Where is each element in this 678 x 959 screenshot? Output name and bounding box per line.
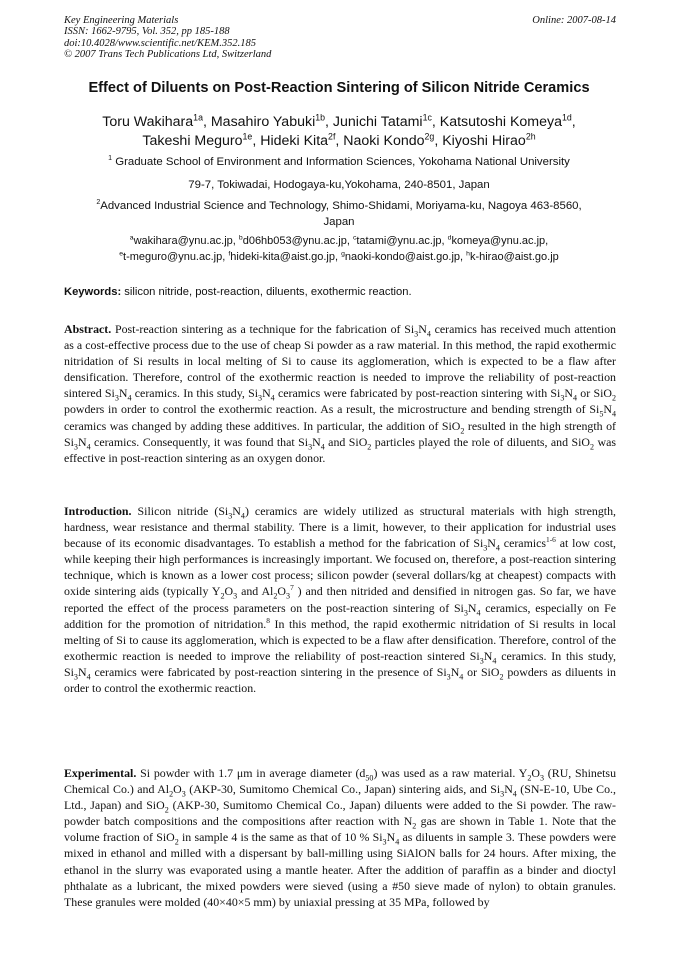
introduction-body: Silicon nitride $(Si_3N_4)$ ceramics are widely utilized as structural materials with high strength, hardness, wear resistance and thermal stability. There is a limit, however, to their application for industrial uses because of its economic disadvantages. To establish a method for the fabrication of $Si_3N_4$ ceramics$^{1-6}$ at low cost, while keeping their high performances is increasingly important. We focused on, therefore, a post-reaction sintering technique, which is known as a lower cost process; silicon powder (several dollars/kg at cheapest) compacts with oxide sintering aids (typically $Y_2O_3$ and $Al_2O_3^7$ ) and then nitrided and densified in nitrogen gas. So far, we have reported the effect of the process parameters on the post-reaction sintering of $Si_3N_4$ ceramics, especially on Fe addition for the promotion of nitridation.$^8$ In this method, the rapid exothermic nitridation of Si results in local melting of Si to cause its agglomeration, which is expected to be a flaw after densification. Therefore, control of the exothermic reaction is needed to improve the reliability of post-reaction sintered $Si_3N_4$ ceramics. In this study, $Si_3N_4$ ceramics were fabricated by post-reaction sintering in the presence of $Si_3N_4$ or SiO$_2$ powders as diluents in order to control the exothermic reaction. <box>64 504 617 696</box>
author: Takeshi Meguro$^{1e}$, <box>142 131 261 149</box>
author: Hideki Kita$^{2f}$, <box>260 131 344 149</box>
experimental-body: Si powder with 1.7 μm in average diameter $(d_{50})$ was used as a raw material. $Y_2O_3$ (RU, Shinetsu Chemical Co.) and $Al_2O_3$ (AKP-30, Sumitomo Chemical Co., Japan) sintering aids, and $Si_3N_4$ (SN-E-10, Ube Co., Ltd., Japan) and SiO$_2$ (AKP-30, Sumitomo Chemical Co., Japan) diluents were added to the Si powder. The raw-powder batch compositions and the compositions after reaction with $N_2$ gas are shown in Table 1. Note that the volume fraction of SiO$_2$ in sample 4 is the same as that of 10 % $Si_3N_4$ as diluents in sample 3. These powders were mixed in ethanol and milled with a dispersant by ball-milling using SiAlON balls for 24 hours. After mixing, the ethanol in the slurry was evaporated using a mantle heater. After the addition of paraffin as a binder and dioctyl phthalate as a lubricant, the mixed powders were sieved (using a #50 sieve made of nylon) to obtain granules. These granules were molded (40×40×5 mm) by uniaxial pressing at 35 MPa, followed by <box>64 766 617 909</box>
author: Junichi Tatami$^{1c}$, <box>332 112 440 130</box>
experimental-paragraph <box>64 765 616 910</box>
author: Masahiro Yabuki$^{1b}$, <box>210 112 333 130</box>
introduction-paragraph <box>64 503 616 696</box>
email-link[interactable]: $^c$tatami@ynu.ac.jp <box>352 234 442 247</box>
keywords-text: silicon nitride, post-reaction, diluents, exothermic reaction. <box>121 286 412 298</box>
journal-name: Key Engineering Materials <box>64 15 179 26</box>
experimental-heading: Experimental. <box>64 766 137 780</box>
email-link[interactable]: $^e$t-meguro@ynu.ac.jp <box>119 250 223 263</box>
doi-line[interactable]: doi:10.4028/www.scientific.net/KEM.352.185 <box>64 37 256 49</box>
email-link[interactable]: $^f$hideki-kita@aist.go.jp <box>228 250 335 263</box>
paper-title: Effect of Diluents on Post-Reaction Sintering of Silicon Nitride Ceramics <box>88 80 590 96</box>
journal-header <box>64 15 616 61</box>
author-list <box>40 113 638 151</box>
affiliation-2: $^2$Advanced Industrial Science and Technology, Shimo-Shidami, Moriyama-ku, Nagoya 463-8560, Japan <box>96 199 582 228</box>
issn-line: ISSN: 1662-9795, Vol. 352, pp 185-188 <box>64 26 230 38</box>
abstract-paragraph <box>64 321 616 466</box>
email-list: $^a$wakihara@ynu.ac.jp, $^b$d06hb053@ynu.ac.jp, $^c$tatami@ynu.ac.jp, $^d$komeya@ynu.ac.jp, $^e$t-meguro@ynu.ac.jp, $^f$hideki-kita@aist.go.jp, $^g$naoki-kondo@aist.go.jp, $^h$k-hirao@aist.go.jp <box>119 234 559 263</box>
email-link[interactable]: $^a$wakihara@ynu.ac.jp <box>129 234 233 247</box>
abstract-heading: Abstract. <box>64 322 112 336</box>
author: Naoki Kondo$^{2g}$, <box>343 131 443 149</box>
copyright-line: © 2007 Trans Tech Publications Ltd, Switzerland <box>64 49 272 61</box>
affiliation-1-address: 79-7, Tokiwadai, Hodogaya-ku,Yokohama, 240-8501, Japan <box>188 179 490 191</box>
introduction-heading: Introduction. <box>64 504 132 518</box>
email-link[interactable]: $^b$d06hb053@ynu.ac.jp <box>238 234 347 247</box>
keywords <box>64 286 616 298</box>
author: Kiyoshi Hirao$^{2h}$ <box>442 131 536 149</box>
email-link[interactable]: $^g$naoki-kondo@aist.go.jp <box>341 250 461 263</box>
online-date: Online: 2007-08-14 <box>532 15 616 26</box>
keywords-label: Keywords: <box>64 286 122 298</box>
abstract-body: Post-reaction sintering as a technique for the fabrication of $Si_3N_4$ ceramics has received much attention as a cost-effective process due to the use of cheap Si powder as a raw material. In this method, the rapid exothermic nitridation of Si results in local melting of Si to cause its agglomeration, which is expected to be a flaw after densification. Therefore, control of the exothermic reaction is needed to improve the reliability of post-reaction sintered $Si_3N_4$ ceramics. In this study, $Si_3N_4$ ceramics were fabricated by post-reaction sintering with $Si_3N_4$ or SiO$_2$ powders in order to control the exothermic reaction. As a result, the microstructure and bending strength of $Si_5N_4$ ceramics was changed by adding these additives. In particular, the addition of SiO$_2$ resulted in the high strength of $Si_3N_4$ ceramics. Consequently, it was found that $Si_3N_4$ and SiO$_2$ particles played the role of diluents, and SiO$_2$ was effective in post-reaction sintering as an oxygen donor. <box>64 322 617 465</box>
affiliation-1: $^1$ Graduate School of Environment and Information Sciences, Yokohama National University <box>108 155 570 168</box>
author: Katsutoshi Komeya$^{1d}$, <box>439 112 576 130</box>
email-link[interactable]: $^h$k-hirao@aist.go.jp <box>466 250 559 263</box>
email-link[interactable]: $^d$komeya@ynu.ac.jp <box>447 234 546 247</box>
author: Toru Wakihara$^{1a}$, <box>102 112 211 130</box>
